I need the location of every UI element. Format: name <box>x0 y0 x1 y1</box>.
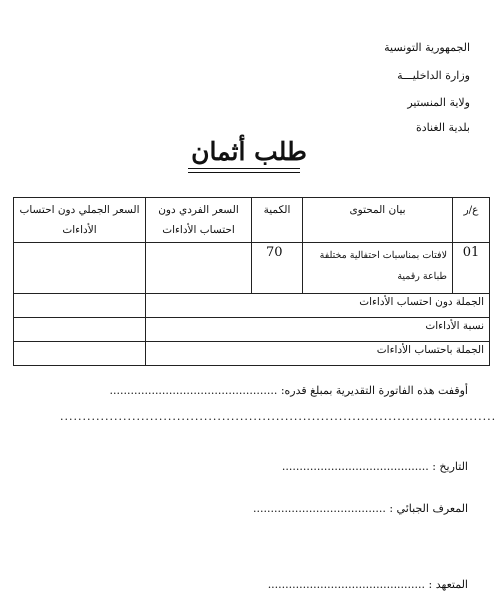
summary-value <box>14 318 146 342</box>
cell-unit-price <box>146 243 252 294</box>
header-content: بيان المحتوى <box>303 198 453 243</box>
cell-quantity: 70 <box>252 243 303 294</box>
summary-label: نسبة الأداءات <box>146 318 490 342</box>
tax-id-label: المعرف الجبائي : <box>389 502 468 515</box>
header-line-ministry: وزارة الداخليـــة <box>397 69 470 82</box>
summary-row-tax-rate <box>14 318 490 342</box>
signature-label: المتعهد : <box>428 578 468 591</box>
summary-value <box>14 294 146 318</box>
amount-continuation-line <box>60 410 496 423</box>
quotation-table <box>13 197 490 366</box>
date-label: التاريخ : <box>432 460 468 473</box>
summary-label: الجملة دون احتساب الأداءات <box>146 294 490 318</box>
amount-statement <box>109 384 468 397</box>
header-unit-price: السعر الفردي دون احتساب الأداءات <box>146 198 252 243</box>
cell-ref: 01 <box>453 243 490 294</box>
summary-value <box>14 342 146 366</box>
tax-id-field <box>253 502 468 515</box>
tax-id-dots: ...................................... <box>252 502 386 515</box>
signature-dots: ............................................. <box>267 578 426 591</box>
header-line-governorate: ولاية المنستير <box>407 96 470 109</box>
amount-dots: ................................................ <box>109 384 278 397</box>
header-ref: ع/ر <box>453 198 490 243</box>
cell-total-price <box>14 243 146 294</box>
amount-dots-line2: ................................................................................................. <box>60 410 497 423</box>
header-total-price: السعر الجملي دون احتساب الأداءات <box>14 198 146 243</box>
cell-content: لافتات بمناسبات احتفالية مختلفة طباعة رقمية <box>303 243 453 294</box>
table-header-row <box>14 198 490 243</box>
amount-label: أوقفت هذه الفاتورة التقديرية بمبلغ قدره: <box>280 384 468 397</box>
header-line-republic: الجمهورية التونسية <box>384 41 470 54</box>
title-underline <box>188 168 300 169</box>
document-title: طلب أثمان <box>191 137 307 166</box>
header-quantity: الكمية <box>252 198 303 243</box>
summary-row-total-incl-tax <box>14 342 490 366</box>
date-field <box>282 460 468 473</box>
summary-label: الجملة باحتساب الأداءات <box>146 342 490 366</box>
signature-field <box>268 578 468 591</box>
date-dots: .......................................... <box>281 460 429 473</box>
table-row <box>14 243 490 294</box>
summary-row-total-excl-tax <box>14 294 490 318</box>
title-underline-second <box>188 172 300 173</box>
header-line-municipality: بلدية الغنادة <box>416 121 470 134</box>
